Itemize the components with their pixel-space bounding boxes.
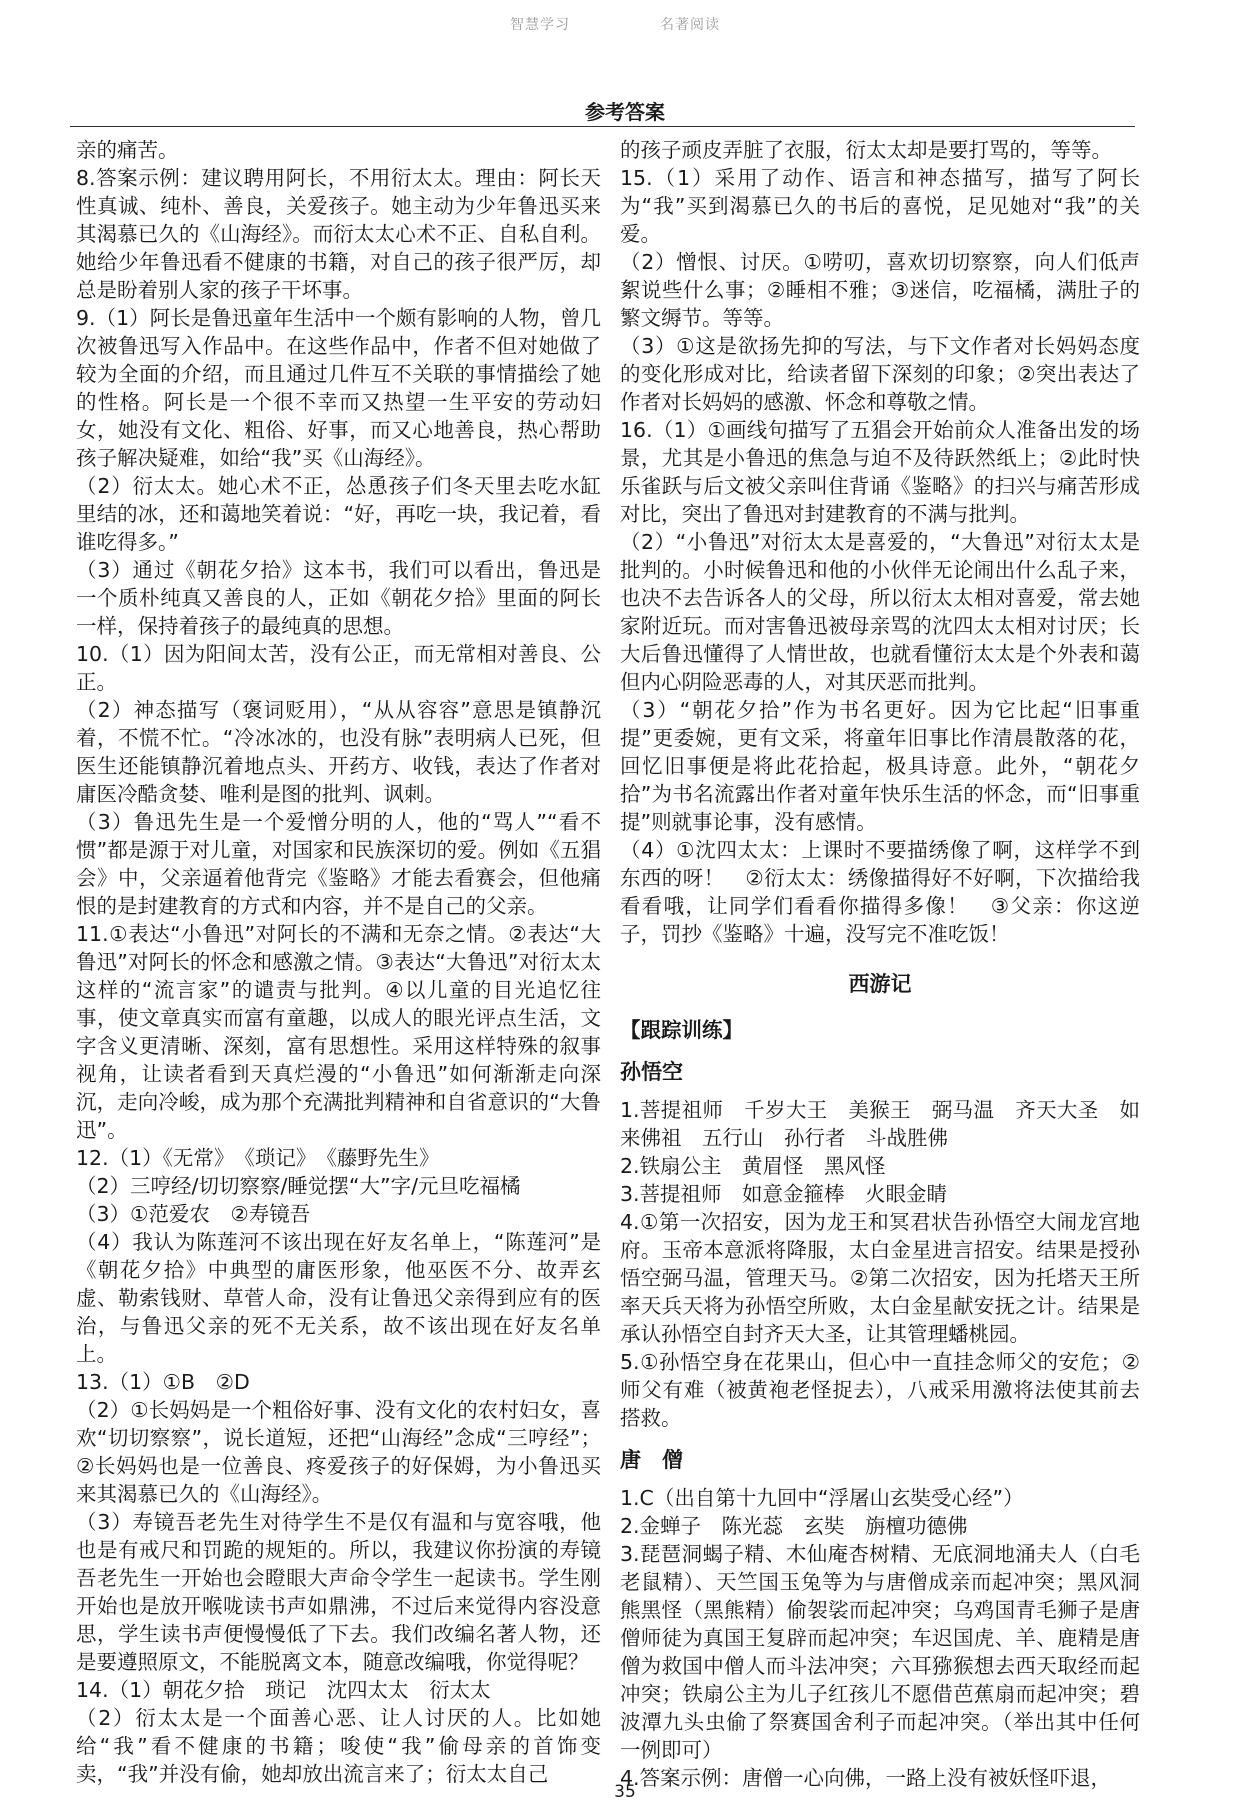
answer-paragraph: （2）神态描写（褒词贬用），“从从容容”意思是镇静沉着，不慌不忙。“冷冰冰的，也没有脉”表明病人已死，但医生还能镇静沉着地点头、开药方、收钱，表达了作者对庸医冷酷贪婪、唯利是图的批判、讽刺。	[76, 698, 601, 806]
answer-paragraph: （2）“小鲁迅”对衍太太是喜爱的，“大鲁迅”对衍太太是批判的。小时候鲁迅和他的小伙伴无论闹出什么乱子来，也决不去告诉各人的父母，所以衍太太相对喜爱，常去她家附近玩。而对害鲁迅被母亲骂的沈四太太相对讨厌；长大后鲁迅懂得了人情世故，也就看懂衍太太是个外表和蔼但内心阴险恶毒的人，对其厌恶而批判。	[620, 530, 1140, 694]
answer-paragraph: 16.（1）①画线句描写了五猖会开始前众人准备出发的场景，尤其是小鲁迅的焦急与迫不及待跃然纸上；②此时快乐雀跃与后文被父亲叫住背诵《鉴略》的扫兴与痛苦形成对比，突出了鲁迅对封建教育的不满与批判。	[620, 418, 1140, 526]
answer-paragraph: 8.答案示例：建议聘用阿长，不用衍太太。理由：阿长天性真诚、纯朴、善良，关爱孩子。她主动为少年鲁迅买来其渴慕已久的《山海经》。而衍太太心术不正、自私自利。她给少年鲁迅看不健康的书籍，对自己的孩子很严厉，却总是盼着别人家的孩子干坏事。	[76, 166, 601, 302]
answer-paragraph: （2）衍太太是一个面善心恶、让人讨厌的人。比如她给“我”看不健康的书籍；唆使“我”偷母亲的首饰变卖，“我”并没有偷，她却放出流言来了；衍太太自己	[76, 1706, 601, 1786]
answer-paragraph: 3.琵琶洞蝎子精、木仙庵杏树精、无底洞地涌夫人（白毛老鼠精）、天竺国玉兔等为与唐僧成亲而起冲突；黑风洞熊黑怪（黑熊精）偷袈裟而起冲突；乌鸡国青毛狮子是唐僧师徒为真国王复辟而起冲突；车迟国虎、羊、鹿精是唐僧为救国中僧人而斗法冲突；六耳猕猴想去西天取经而起冲突；铁扇公主为儿子红孩儿不愿借芭蕉扇而起冲突；碧波潭九头虫偷了祭赛国舍利子而起冲突。（举出其中任何一例即可）	[620, 1542, 1140, 1762]
answer-paragraph: （3）“朝花夕拾”作为书名更好。因为它比起“旧事重提”更委婉，更有文采，将童年旧事比作清晨散落的花，回忆旧事便是将此花拾起，极具诗意。此外，“朝花夕拾”为书名流露出作者对童年快乐生活的怀念，而“旧事重提”则就事论事，没有感情。	[620, 698, 1140, 834]
header-rule	[70, 126, 1135, 127]
section-heading-xiyouji: 西游记	[848, 972, 912, 996]
answer-paragraph: 9.（1）阿长是鲁迅童年生活中一个颇有影响的人物，曾几次被鲁迅写入作品中。在这些作品中，作者不但对她做了较为全面的介绍，而且通过几件互不关联的事情描绘了她的性格。阿长是一个很不幸而又热望一生平安的劳动妇女，她没有文化、粗俗、好事，而又心地善良，热心帮助孩子解决疑难，如给“我”买《山海经》。	[76, 306, 601, 470]
answer-paragraph: 亲的痛苦。	[76, 138, 179, 162]
answer-paragraph: 3.菩提祖师 如意金箍棒 火眼金睛	[620, 1182, 948, 1206]
top-mark-right: 名著阅读	[660, 17, 720, 33]
answer-paragraph: 13.（1）①B ②D	[76, 1370, 250, 1394]
answer-paragraph: （2）三哼经/切切察察/睡觉摆“大”字/元旦吃福橘	[76, 1174, 521, 1198]
right-column	[620, 136, 1140, 1792]
answer-paragraph: 4.①第一次招安，因为龙王和冥君状告孙悟空大闹龙宫地府。玉帝本意派将降服，太白金星进言招安。结果是授孙悟空弼马温，管理天马。②第二次招安，因为托塔天王所率天兵天将为孙悟空所败，太白金星献安抚之计。结果是承认孙悟空自封齐天大圣，让其管理蟠桃园。	[620, 1210, 1140, 1346]
top-watermark	[510, 14, 720, 34]
answer-paragraph: 1.菩提祖师 千岁大王 美猴王 弼马温 齐天大圣 如来佛祖 五行山 孙行者 斗战胜佛	[620, 1098, 1140, 1150]
answer-paragraph: （3）寿镜吾老先生对待学生不是仅有温和与宽容哦，他也是有戒尺和罚跪的规矩的。所以，我建议你扮演的寿镜吾老先生一开始也会瞪眼大声命令学生一起读书。学生刚开始也是放开喉咙读书声如鼎沸，不过后来觉得内容没意思，学生读书声便慢慢低了下去。我们改编名著人物，还是要遵照原文，不能脱离文本，随意改编哦，你觉得呢？	[76, 1510, 601, 1674]
answer-paragraph: （2）衍太太。她心术不正，怂恿孩子们冬天里去吃水缸里结的冰，还和蔼地笑着说：“好，再吃一块，我记着，看谁吃得多。”	[76, 474, 601, 554]
answer-paragraph: 12.（1）《无常》 《琐记》 《藤野先生》	[76, 1146, 440, 1170]
answer-paragraph: 的孩子顽皮弄脏了衣服，衍太太却是要打骂的，等等。	[620, 138, 1112, 162]
top-mark-left: 智慧学习	[510, 17, 570, 33]
answer-paragraph: 4.答案示例：唐僧一心向佛，一路上没有被妖怪吓退，	[620, 1766, 1112, 1790]
sub-heading-sunwukong: 孙悟空	[620, 1060, 683, 1084]
answer-paragraph: （4）①沈四太太：上课时不要描绣像了啊，这样学不到东西的呀！ ②衍太太：绣像描得好不好啊，下次描给我看看哦，让同学们看看你描得多像！ ③父亲：你这逆子，罚抄《鉴略》十遍，没写完不准吃饭！	[620, 838, 1140, 946]
answer-paragraph: 2.铁扇公主 黄眉怪 黑风怪	[620, 1154, 886, 1178]
page-title: 参考答案	[585, 100, 665, 124]
answer-paragraph: （3）通过《朝花夕拾》这本书，我们可以看出，鲁迅是一个质朴纯真又善良的人，正如《朝花夕拾》里面的阿长一样，保持着孩子的最纯真的思想。	[76, 558, 601, 638]
left-column	[76, 136, 601, 1788]
answer-paragraph: 1.C（出自第十九回中“浮屠山玄奘受心经”）	[620, 1486, 1024, 1510]
answer-paragraph: 2.金蝉子 陈光蕊 玄奘 旃檀功德佛	[620, 1514, 968, 1538]
answer-paragraph: 11.①表达“小鲁迅”对阿长的不满和无奈之情。②表达“大鲁迅”对阿长的怀念和感激之情。③表达“大鲁迅”对衍太太这样的“流言家”的谴责与批判。④以儿童的目光追忆往事，使文章真实而富有童趣，以成人的眼光评点生活，文字含义更清晰、深刻，富有思想性。采用这样特殊的叙事视角，让读者看到天真烂漫的“小鲁迅”如何渐渐走向深沉，走向冷峻，成为那个充满批判精神和自省意识的“大鲁迅”。	[76, 922, 601, 1142]
answer-paragraph: （3）鲁迅先生是一个爱憎分明的人，他的“骂人”“看不惯”都是源于对儿童，对国家和民族深切的爱。例如《五猖会》中，父亲逼着他背完《鉴略》才能去看赛会，但他痛恨的是封建教育的方式和内容，并不是自己的父亲。	[76, 810, 601, 918]
sub-heading-tangseng: 唐 僧	[620, 1448, 683, 1472]
answer-paragraph: 5.①孙悟空身在花果山，但心中一直挂念师父的安危；②师父有难（被黄袍老怪捉去），八戒采用激将法使其前去搭救。	[620, 1350, 1140, 1430]
answer-paragraph: （3）①这是欲扬先抑的写法，与下文作者对长妈妈态度的变化形成对比，给读者留下深刻的印象；②突出表达了作者对长妈妈的感激、怀念和尊敬之情。	[620, 334, 1140, 414]
answer-paragraph: （2）①长妈妈是一个粗俗好事、没有文化的农村妇女，喜欢“切切察察”，说长道短，还把“山海经”念成“三哼经”；②长妈妈也是一位善良、疼爱孩子的好保姆，为小鲁迅买来其渴慕已久的《山海经》。	[76, 1398, 601, 1506]
answer-paragraph: （4）我认为陈莲河不该出现在好友名单上，“陈莲河”是《朝花夕拾》中典型的庸医形象，他巫医不分、故弄玄虚、勒索钱财、草菅人命，没有让鲁迅父亲得到应有的医治，与鲁迅父亲的死不无关系，故不该出现在好友名单上。	[76, 1230, 601, 1366]
page-number: 35	[614, 1782, 636, 1802]
answer-paragraph: （2）憎恨、讨厌。①唠叨，喜欢切切察察，向人们低声絮说些什么事；②睡相不雅；③迷信，吃福橘，满肚子的繁文缛节。等等。	[620, 250, 1140, 330]
answer-paragraph: （3）①范爱农 ②寿镜吾	[76, 1202, 311, 1226]
answer-paragraph: 10.（1）因为阳间太苦，没有公正，而无常相对善良、公正。	[76, 642, 601, 694]
answer-paragraph: 14.（1）朝花夕拾 琐记 沈四太太 衍太太	[76, 1678, 491, 1702]
answer-paragraph: 15.（1）采用了动作、语言和神态描写，描写了阿长为“我”买到渴慕已久的书后的喜悦，足见她对“我”的关爱。	[620, 166, 1140, 246]
training-heading: 【跟踪训练】	[620, 1018, 743, 1042]
